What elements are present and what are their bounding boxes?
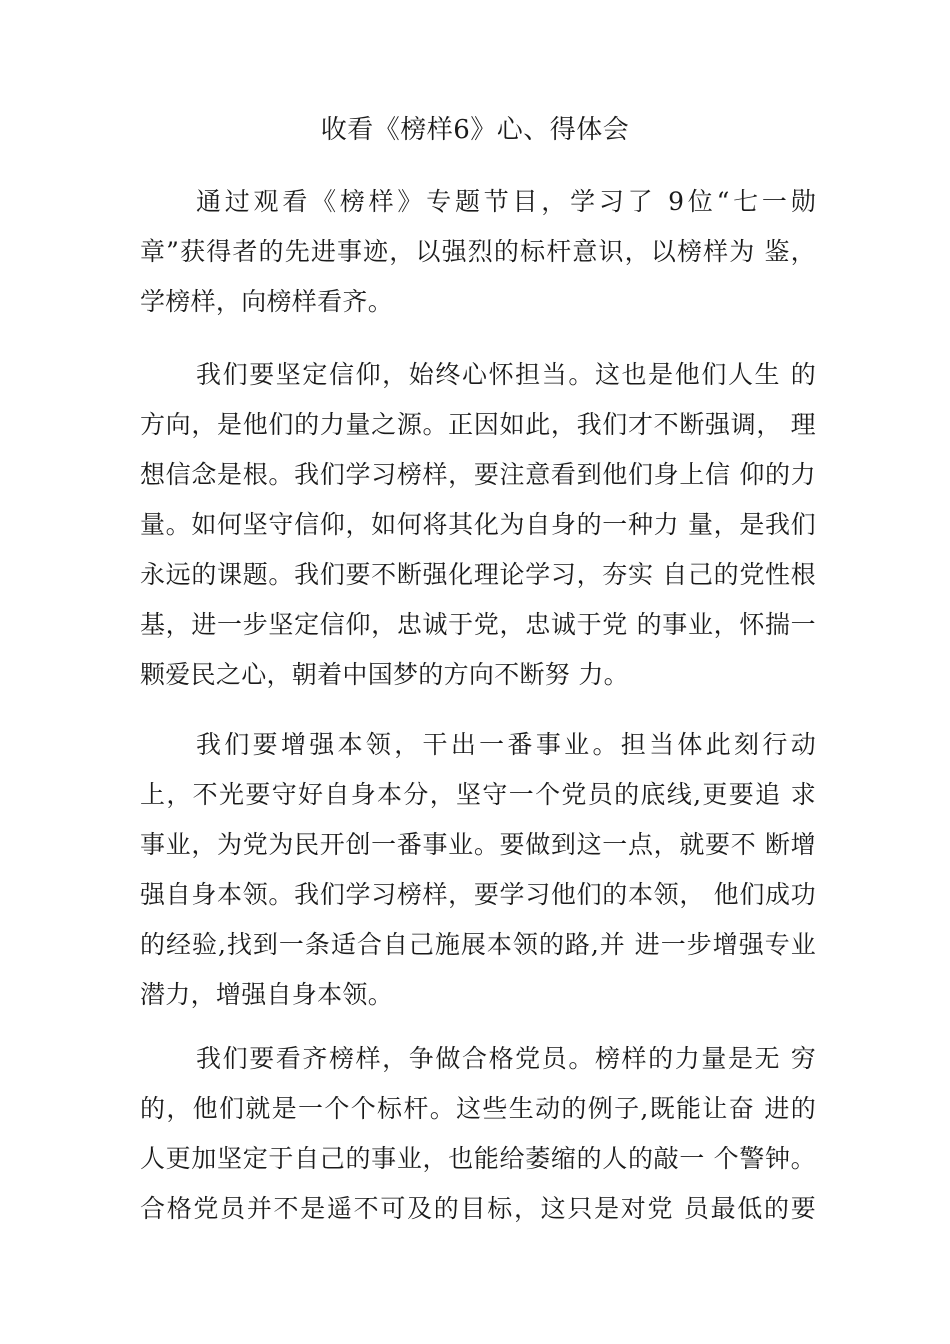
paragraph-line: 颗爱民之心，朝着中国梦的方向不断努 力。	[140, 660, 629, 689]
paragraph-line: 永远的课题。我们要不断强化理论学习，夯实 自己的党性根	[140, 560, 816, 589]
paragraph-line: 我们要增强本领，干出一番事业。担当体此刻行动	[196, 730, 816, 759]
paragraph-line: 我们要看齐榜样，争做合格党员。榜样的力量是无 穷	[196, 1044, 816, 1073]
paragraph-4	[140, 1034, 816, 1234]
paragraph-line: 量。如何坚守信仰，如何将其化为自身的一种力 量，是我们	[140, 510, 816, 539]
paragraph-line: 章”获得者的先进事迹，以强烈的标杆意识，以榜样为 鉴，	[140, 237, 816, 266]
paragraph-1	[140, 177, 816, 327]
paragraph-line: 潜力，增强自身本领。	[140, 980, 394, 1009]
paragraph-line: 合格党员并不是遥不可及的目标，这只是对党 员最低的要	[140, 1194, 816, 1223]
paragraph-line: 学榜样，向榜样看齐。	[140, 287, 394, 316]
page-title: 收看《榜样6》心、得体会	[320, 115, 630, 145]
paragraph-line: 人更加坚定于自己的事业，也能给萎缩的人的敲一 个警钟。	[140, 1144, 816, 1173]
paragraph-line: 通过观看《榜样》专题节目，学习了 9位“七一勋	[196, 187, 816, 216]
paragraph-line: 上，不光要守好自身本分，坚守一个党员的底线,更要追 求	[140, 780, 816, 809]
paragraph-line: 的，他们就是一个个标杆。这些生动的例子,既能让奋 进的	[140, 1094, 816, 1123]
paragraph-line: 基，进一步坚定信仰，忠诚于党，忠诚于党 的事业，怀揣一	[140, 610, 816, 639]
paragraph-line: 事业，为党为民开创一番事业。要做到这一点，就要不 断增	[140, 830, 816, 859]
paragraph-2	[140, 350, 816, 700]
paragraph-line: 我们要坚定信仰，始终心怀担当。这也是他们人生 的	[196, 360, 816, 389]
paragraph-line: 方向，是他们的力量之源。正因如此，我们才不断强调， 理	[140, 410, 816, 439]
paragraph-line: 强自身本领。我们学习榜样，要学习他们的本领， 他们成功	[140, 880, 816, 909]
paragraph-3	[140, 720, 816, 1020]
paragraph-line: 的经验,找到一条适合自己施展本领的路,并 进一步增强专业	[140, 930, 816, 959]
paragraph-line: 想信念是根。我们学习榜样，要注意看到他们身上信 仰的力	[140, 460, 816, 489]
